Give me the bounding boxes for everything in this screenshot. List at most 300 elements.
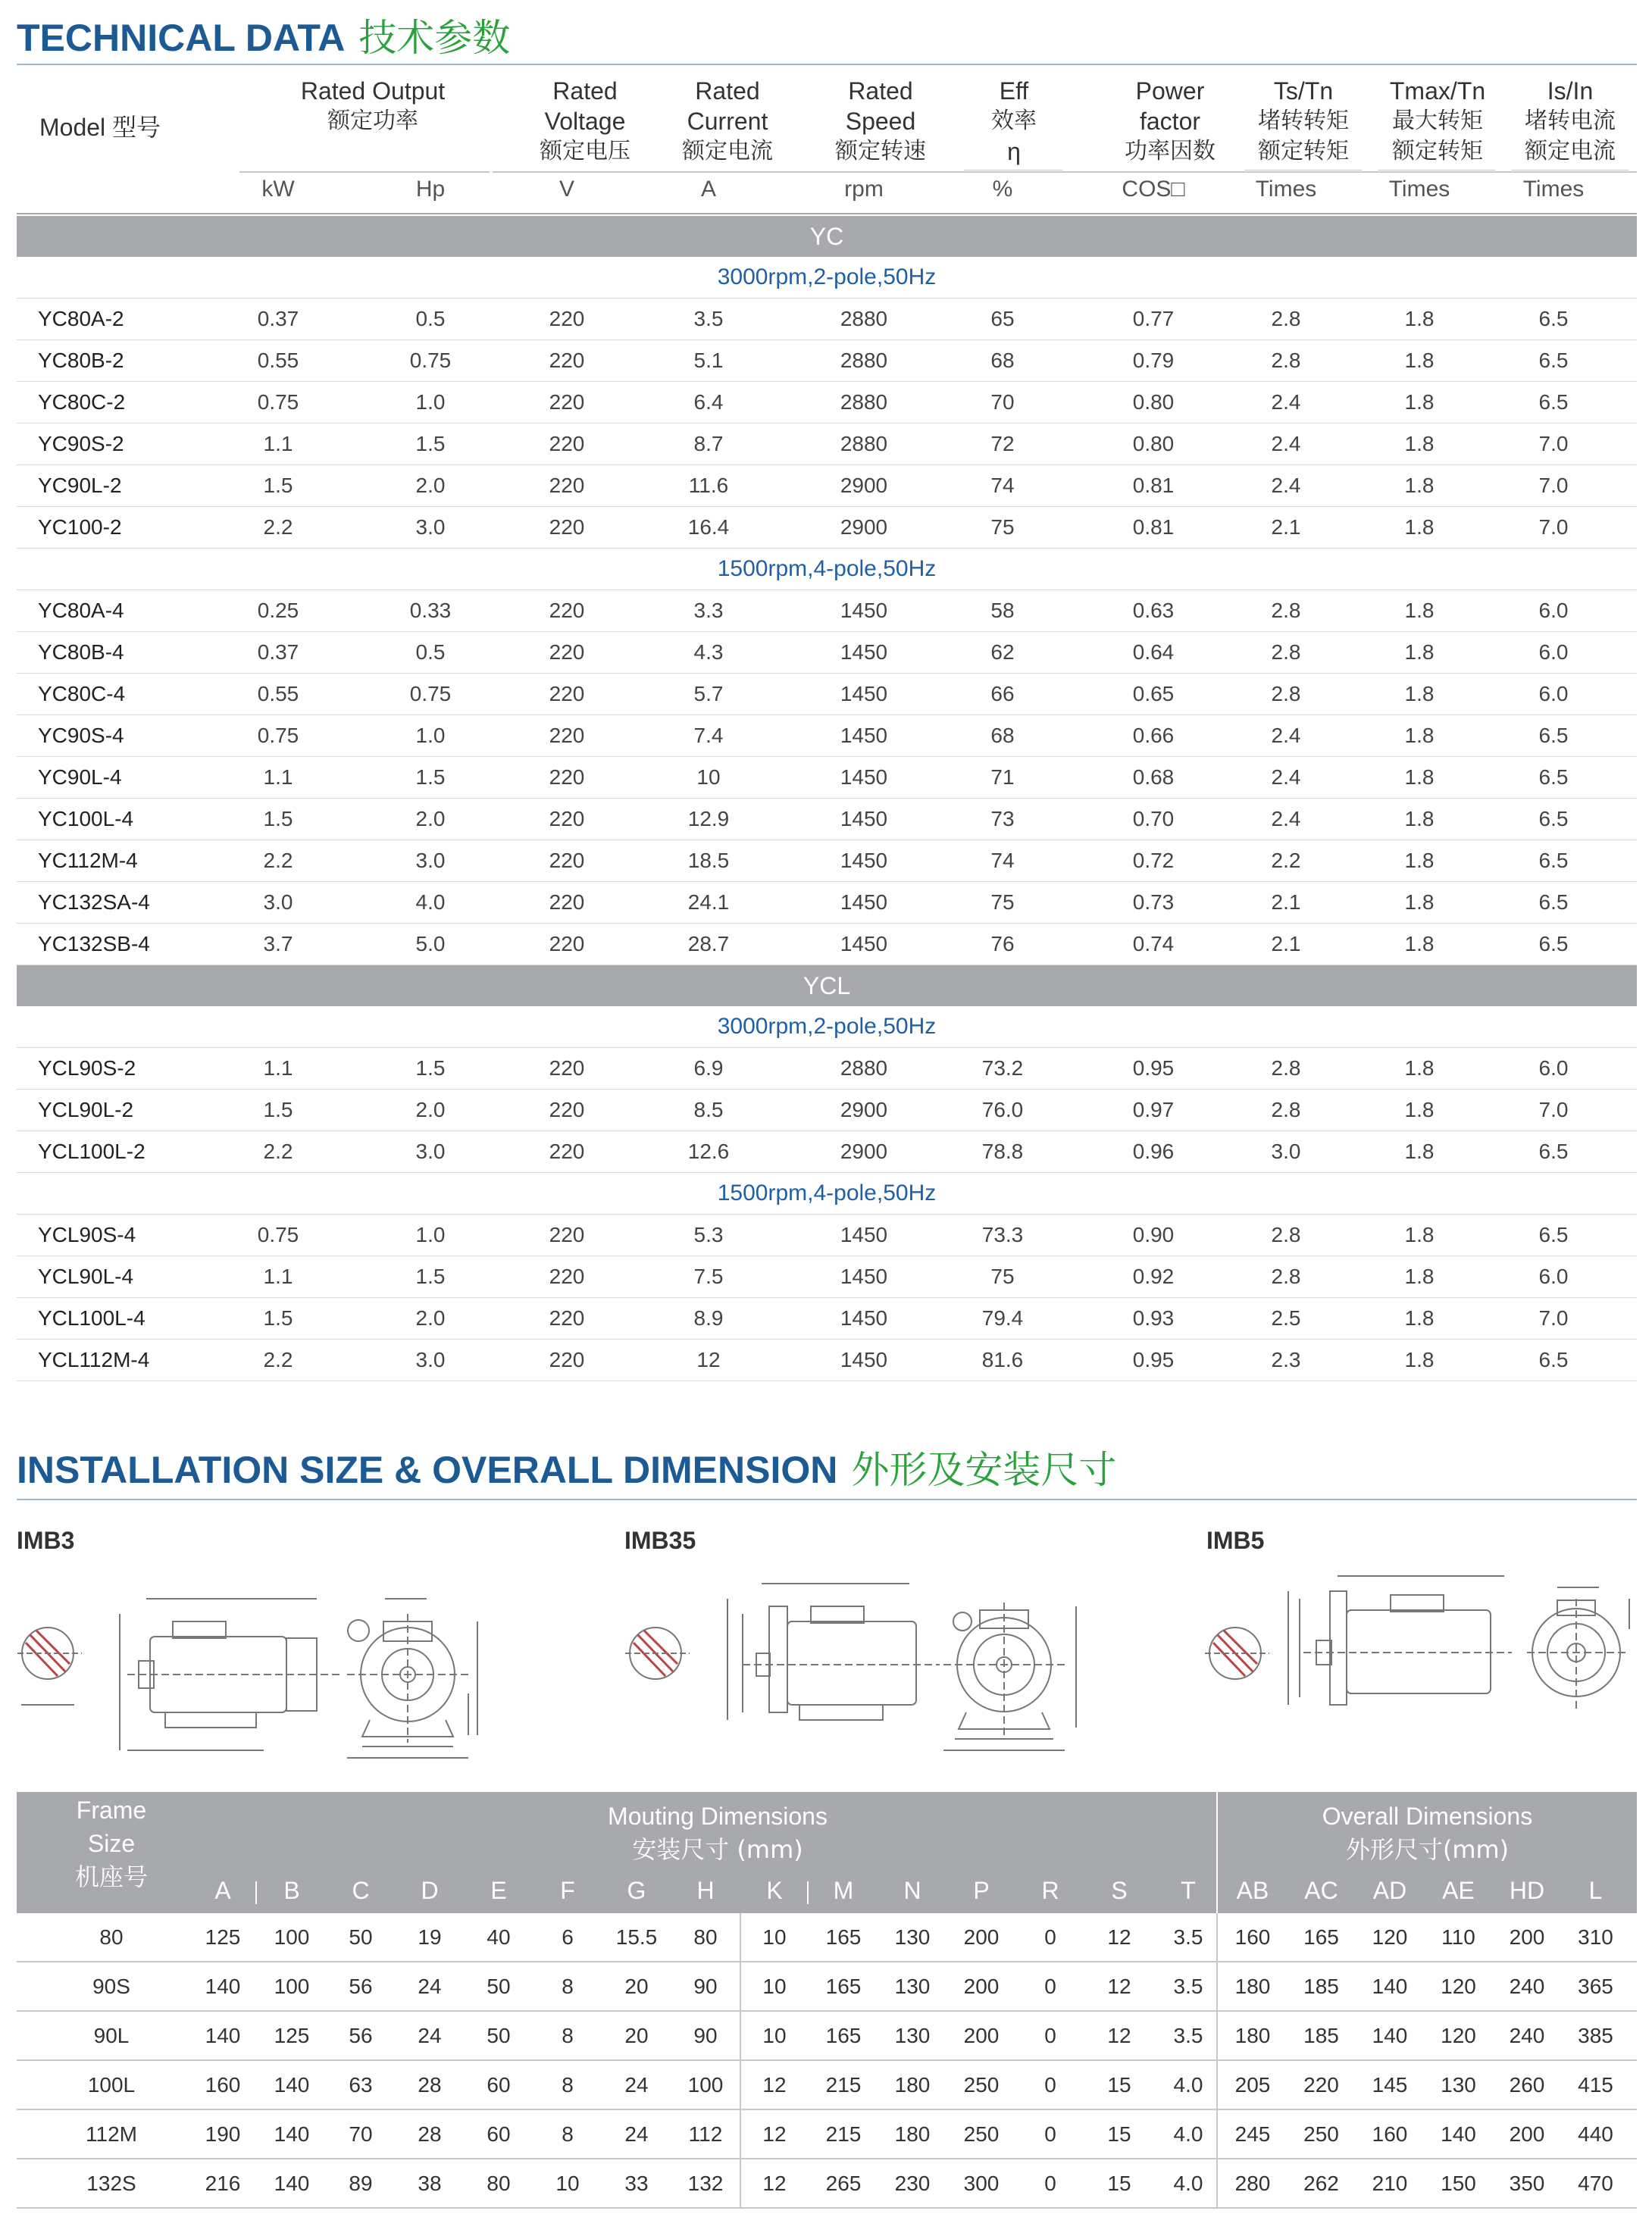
dimension-cell: 56 — [349, 1975, 373, 1998]
dimension-cell: 8 — [562, 1975, 574, 1998]
value-cell: 1450 — [840, 807, 888, 830]
model-cell: YCL100L-4 — [38, 1306, 145, 1330]
dimension-cell: 0 — [1044, 2172, 1056, 2195]
value-cell: 0.68 — [1132, 765, 1175, 789]
value-cell: 0.74 — [1132, 932, 1175, 955]
dimension-cell: 385 — [1578, 2024, 1613, 2047]
value-cell: 7.0 — [1538, 474, 1569, 497]
value-cell: 75 — [990, 1265, 1015, 1288]
value-cell: 1.1 — [263, 765, 293, 789]
dimension-cell: 80 — [693, 1925, 718, 1949]
dimension-cell: 210 — [1372, 2172, 1408, 2195]
dimension-cell: 265 — [825, 2172, 862, 2195]
dimension-cell: 90 — [693, 2024, 718, 2047]
value-cell: 220 — [549, 1306, 585, 1330]
value-cell: 1.1 — [263, 432, 293, 455]
dimension-cell: 3.5 — [1173, 2024, 1203, 2047]
dimension-cell: 0 — [1044, 2024, 1056, 2047]
column-divider — [1216, 1913, 1218, 2209]
value-cell: 2.4 — [1271, 474, 1301, 497]
model-cell: YC80B-4 — [38, 640, 124, 664]
value-cell: 0.92 — [1132, 1265, 1175, 1288]
value-cell: 7.0 — [1538, 1098, 1569, 1121]
value-cell: 220 — [549, 932, 585, 955]
value-cell: 0.63 — [1132, 599, 1175, 622]
value-cell: 6.0 — [1538, 682, 1569, 705]
value-cell: 0.75 — [257, 724, 299, 747]
value-cell: 2.1 — [1271, 890, 1301, 914]
frame-size-cell: 90L — [93, 2024, 130, 2047]
value-cell: 7.4 — [693, 724, 724, 747]
value-cell: 0.37 — [257, 640, 299, 664]
dimension-cell: 310 — [1578, 1925, 1613, 1949]
value-cell: 0.5 — [415, 307, 446, 330]
value-cell: 2.8 — [1271, 1223, 1301, 1246]
value-cell: 1.8 — [1404, 724, 1435, 747]
value-cell: 1.8 — [1404, 349, 1435, 372]
header-tick-divider — [255, 1881, 257, 1904]
dimension-cell: 160 — [205, 2073, 241, 2097]
dimension-cell: 280 — [1234, 2172, 1271, 2195]
install-title-rule — [17, 1499, 1637, 1500]
dimension-cell: 10 — [555, 2172, 580, 2195]
header-frame-size: Frame Size 机座号 — [74, 1797, 148, 1891]
dimension-cell: 60 — [487, 2073, 511, 2097]
dimension-cell: 180 — [1234, 1975, 1271, 1998]
value-cell: 2.8 — [1271, 599, 1301, 622]
value-cell: 7.5 — [693, 1265, 724, 1288]
value-cell: 0.95 — [1132, 1056, 1175, 1080]
unit-label: Hp — [415, 177, 446, 202]
dimension-cell: 240 — [1509, 2024, 1545, 2047]
table-row — [17, 799, 1637, 840]
table-row — [17, 924, 1637, 965]
dimension-cell: 0 — [1044, 2122, 1056, 2146]
value-cell: 1.5 — [263, 1098, 293, 1121]
header-current: Rated Current 额定电流 — [682, 77, 773, 164]
value-cell: 2.4 — [1271, 390, 1301, 414]
header-underline-output — [239, 171, 490, 173]
value-cell: 0.55 — [257, 682, 299, 705]
value-cell: 2.0 — [415, 807, 446, 830]
model-cell: YC80A-4 — [38, 599, 124, 622]
value-cell: 1.8 — [1404, 474, 1435, 497]
header-tmax-tn: Tmax/Tn 最大转矩 额定转矩 — [1389, 77, 1486, 164]
value-cell: 6.5 — [1538, 390, 1569, 414]
dimension-cell: 15 — [1107, 2172, 1131, 2195]
value-cell: 7.0 — [1538, 515, 1569, 539]
dimension-cell: 12 — [762, 2122, 787, 2146]
value-cell: 7.0 — [1538, 1306, 1569, 1330]
dimension-cell: 140 — [205, 2024, 241, 2047]
value-cell: 0.65 — [1132, 682, 1175, 705]
value-cell: 74 — [990, 474, 1015, 497]
column-letter: R — [1041, 1877, 1059, 1904]
value-cell: 2880 — [840, 432, 888, 455]
dimension-cell: 140 — [1441, 2122, 1476, 2146]
dimension-cell: 4.0 — [1173, 2073, 1203, 2097]
value-cell: 2900 — [840, 515, 888, 539]
value-cell: 2880 — [840, 349, 888, 372]
value-cell: 0.80 — [1132, 390, 1175, 414]
value-cell: 3.0 — [415, 849, 446, 872]
value-cell: 2880 — [840, 1056, 888, 1080]
dimension-cell: 63 — [349, 2073, 373, 2097]
value-cell: 3.5 — [693, 307, 724, 330]
value-cell: 2.2 — [263, 849, 293, 872]
model-cell: YC112M-4 — [38, 849, 138, 872]
value-cell: 6.5 — [1538, 1223, 1569, 1246]
dimension-table-header — [17, 1792, 1637, 1913]
value-cell: 0.73 — [1132, 890, 1175, 914]
dimension-cell: 180 — [894, 2122, 931, 2146]
dimension-cell: 350 — [1509, 2172, 1545, 2195]
value-cell: 6.0 — [1538, 599, 1569, 622]
value-cell: 220 — [549, 515, 585, 539]
column-letter: C — [352, 1877, 370, 1904]
dimension-cell: 130 — [894, 1925, 931, 1949]
dimension-cell: 130 — [1441, 2073, 1476, 2097]
column-letter: A — [214, 1877, 231, 1904]
value-cell: 1.8 — [1404, 1140, 1435, 1163]
unit-label: rpm — [844, 177, 884, 202]
value-cell: 1.8 — [1404, 515, 1435, 539]
value-cell: 220 — [549, 1140, 585, 1163]
value-cell: 6.5 — [1538, 349, 1569, 372]
model-cell: YC90L-2 — [38, 474, 122, 497]
model-cell: YC132SB-4 — [38, 932, 150, 955]
header-output: Rated Output 额定功率 — [300, 77, 446, 134]
value-cell: 2.2 — [263, 1348, 293, 1371]
dimension-cell: 220 — [1303, 2073, 1339, 2097]
value-cell: 1.8 — [1404, 390, 1435, 414]
value-cell: 1.8 — [1404, 307, 1435, 330]
header-tick-divider — [807, 1881, 809, 1904]
unit-label: Times — [1522, 177, 1585, 202]
model-cell: YC90S-4 — [38, 724, 124, 747]
value-cell: 220 — [549, 849, 585, 872]
dimension-cell: 12 — [1107, 1925, 1131, 1949]
unit-label: % — [992, 177, 1013, 202]
value-cell: 1450 — [840, 724, 888, 747]
header-overall: Overall Dimensions 外形尺寸(mm) — [1322, 1803, 1533, 1864]
model-cell: YC80B-2 — [38, 349, 124, 372]
column-letter: HD — [1509, 1877, 1545, 1904]
value-cell: 6.9 — [693, 1056, 724, 1080]
dimension-cell: 470 — [1578, 2172, 1613, 2195]
value-cell: 3.0 — [1271, 1140, 1301, 1163]
value-cell: 1450 — [840, 599, 888, 622]
dimension-table-body — [17, 1913, 1637, 2209]
speed-subheader: 3000rpm,2-pole,50Hz — [17, 257, 1637, 299]
value-cell: 6.5 — [1538, 932, 1569, 955]
value-cell: 220 — [549, 765, 585, 789]
value-cell: 3.0 — [263, 890, 293, 914]
dimension-cell: 10 — [762, 1925, 787, 1949]
model-cell: YC100L-4 — [38, 807, 134, 830]
unit-label: A — [700, 177, 716, 202]
frame-size-cell: 100L — [87, 2073, 136, 2097]
value-cell: 12.9 — [687, 807, 730, 830]
value-cell: 2.8 — [1271, 1056, 1301, 1080]
dimension-cell: 185 — [1303, 2024, 1339, 2047]
value-cell: 6.5 — [1538, 724, 1569, 747]
dimension-cell: 50 — [487, 2024, 511, 2047]
value-cell: 2.8 — [1271, 307, 1301, 330]
dimension-cell: 145 — [1372, 2073, 1408, 2097]
value-cell: 78.8 — [981, 1140, 1024, 1163]
dimension-cell: 20 — [624, 1975, 649, 1998]
dimension-cell: 8 — [562, 2073, 574, 2097]
install-title-en: INSTALLATION SIZE & OVERALL DIMENSION — [17, 1449, 838, 1491]
value-cell: 2.1 — [1271, 932, 1301, 955]
model-cell: YC80C-2 — [38, 390, 126, 414]
value-cell: 71 — [990, 765, 1015, 789]
model-cell: YCL90S-4 — [38, 1223, 136, 1246]
value-cell: 11.6 — [688, 474, 729, 497]
value-cell: 16.4 — [687, 515, 730, 539]
header-bottom-rule — [17, 213, 1637, 214]
value-cell: 1.5 — [415, 432, 446, 455]
dimension-cell: 89 — [349, 2172, 373, 2195]
column-letter: S — [1111, 1877, 1128, 1904]
column-letter: AD — [1372, 1877, 1407, 1904]
value-cell: 1.8 — [1404, 640, 1435, 664]
dimension-cell: 415 — [1578, 2073, 1613, 2097]
value-cell: 1450 — [840, 932, 888, 955]
value-cell: 0.37 — [257, 307, 299, 330]
dimension-cell: 10 — [762, 2024, 787, 2047]
dimension-cell: 125 — [205, 1925, 241, 1949]
speed-subheader: 1500rpm,4-pole,50Hz — [17, 1173, 1637, 1215]
value-cell: 220 — [549, 807, 585, 830]
dimension-cell: 24 — [624, 2073, 649, 2097]
value-cell: 220 — [549, 1348, 585, 1371]
dimension-cell: 205 — [1234, 2073, 1271, 2097]
value-cell: 2.4 — [1271, 724, 1301, 747]
value-cell: 76.0 — [981, 1098, 1024, 1121]
header-voltage: Rated Voltage 额定电压 — [540, 77, 630, 164]
dimension-cell: 120 — [1441, 1975, 1476, 1998]
model-cell: YC132SA-4 — [38, 890, 150, 914]
value-cell: 6.5 — [1538, 1348, 1569, 1371]
dimension-cell: 8 — [562, 2122, 574, 2146]
dimension-cell: 60 — [487, 2122, 511, 2146]
value-cell: 0.70 — [1132, 807, 1175, 830]
value-cell: 3.0 — [415, 1140, 446, 1163]
value-cell: 8.5 — [693, 1098, 724, 1121]
dimension-cell: 24 — [418, 1975, 442, 1998]
dimension-cell: 4.0 — [1173, 2172, 1203, 2195]
header-eff: Eff 效率 η — [991, 77, 1037, 165]
table-row — [17, 1090, 1637, 1131]
value-cell: 6.5 — [1538, 849, 1569, 872]
value-cell: 1.5 — [263, 1306, 293, 1330]
value-cell: 73.3 — [981, 1223, 1024, 1246]
dimension-cell: 215 — [825, 2073, 862, 2097]
table-row — [17, 465, 1637, 507]
dimension-cell: 250 — [1303, 2122, 1339, 2146]
value-cell: 220 — [549, 432, 585, 455]
value-cell: 2.8 — [1271, 1265, 1301, 1288]
value-cell: 1450 — [840, 640, 888, 664]
dimension-cell: 120 — [1441, 2024, 1476, 2047]
dimension-cell: 165 — [825, 1975, 862, 1998]
dimension-cell: 200 — [963, 1975, 1000, 1998]
dimension-cell: 100 — [274, 1925, 310, 1949]
value-cell: 3.0 — [415, 515, 446, 539]
table-row — [17, 590, 1637, 632]
value-cell: 220 — [549, 349, 585, 372]
dimension-cell: 15 — [1107, 2073, 1131, 2097]
value-cell: 3.0 — [415, 1348, 446, 1371]
value-cell: 58 — [990, 599, 1015, 622]
table-row — [17, 424, 1637, 465]
model-cell: YC90L-4 — [38, 765, 122, 789]
value-cell: 220 — [549, 890, 585, 914]
value-cell: 0.77 — [1132, 307, 1175, 330]
frame-size-cell: 132S — [86, 2172, 136, 2195]
column-letter: AB — [1236, 1877, 1269, 1904]
speed-subheader: 3000rpm,2-pole,50Hz — [17, 1006, 1637, 1048]
table-row — [17, 1298, 1637, 1340]
value-cell: 8.9 — [693, 1306, 724, 1330]
column-letter: G — [627, 1877, 646, 1904]
table-row — [17, 882, 1637, 924]
dimension-cell: 160 — [1372, 2122, 1408, 2146]
value-cell: 2.4 — [1271, 807, 1301, 830]
value-cell: 1.8 — [1404, 1306, 1435, 1330]
value-cell: 1450 — [840, 890, 888, 914]
dimension-cell: 80 — [487, 2172, 511, 2195]
value-cell: 0.93 — [1132, 1306, 1175, 1330]
value-cell: 220 — [549, 1223, 585, 1246]
dimension-cell: 19 — [418, 1925, 442, 1949]
dimension-cell: 185 — [1303, 1975, 1339, 1998]
value-cell: 220 — [549, 1265, 585, 1288]
header-speed: Rated Speed 额定转速 — [835, 77, 926, 164]
unit-label: V — [558, 177, 574, 202]
dimension-cell: 140 — [274, 2073, 310, 2097]
value-cell: 75 — [990, 890, 1015, 914]
tech-title-zh: 技术参数 — [358, 16, 511, 60]
header-model: Model 型号 — [39, 114, 161, 141]
dimension-cell: 180 — [1234, 2024, 1271, 2047]
value-cell: 0.97 — [1132, 1098, 1175, 1121]
value-cell: 1450 — [840, 1306, 888, 1330]
value-cell: 1.8 — [1404, 1223, 1435, 1246]
value-cell: 2880 — [840, 307, 888, 330]
value-cell: 12 — [696, 1348, 721, 1371]
header-divider — [1216, 1792, 1218, 1913]
value-cell: 0.90 — [1132, 1223, 1175, 1246]
value-cell: 2.2 — [1271, 849, 1301, 872]
value-cell: 0.64 — [1132, 640, 1175, 664]
table-row — [17, 757, 1637, 799]
value-cell: 81.6 — [981, 1348, 1024, 1371]
table-row — [17, 840, 1637, 882]
value-cell: 68 — [990, 724, 1015, 747]
install-section-title — [17, 1440, 1116, 1494]
value-cell: 5.0 — [415, 932, 446, 955]
value-cell: 2880 — [840, 390, 888, 414]
model-cell: YC80A-2 — [38, 307, 124, 330]
value-cell: 76 — [990, 932, 1015, 955]
dimension-cell: 245 — [1234, 2122, 1271, 2146]
dimension-cell: 240 — [1509, 1975, 1545, 1998]
value-cell: 4.3 — [693, 640, 724, 664]
column-letter: F — [560, 1877, 575, 1904]
value-cell: 2900 — [840, 474, 888, 497]
column-letter: K — [766, 1877, 783, 1904]
dimension-cell: 0 — [1044, 1975, 1056, 1998]
value-cell: 1.8 — [1404, 1348, 1435, 1371]
value-cell: 5.7 — [693, 682, 724, 705]
table-row — [17, 632, 1637, 674]
value-cell: 1.0 — [415, 390, 446, 414]
value-cell: 0.25 — [257, 599, 299, 622]
dimension-cell: 15.5 — [615, 1925, 658, 1949]
dimension-cell: 50 — [487, 1975, 511, 1998]
column-letter: AE — [1442, 1877, 1475, 1904]
tech-table-body — [17, 216, 1637, 1381]
value-cell: 6.5 — [1538, 807, 1569, 830]
dimension-cell: 28 — [418, 2122, 442, 2146]
dimension-cell: 56 — [349, 2024, 373, 2047]
column-letter: H — [696, 1877, 715, 1904]
value-cell: 220 — [549, 599, 585, 622]
column-letter: T — [1181, 1877, 1196, 1904]
header-mounting: Mouting Dimensions 安装尺寸 (mm) — [608, 1803, 828, 1864]
model-cell: YC100-2 — [38, 515, 122, 539]
unit-label: Times — [1255, 177, 1317, 202]
dimension-cell: 230 — [894, 2172, 931, 2195]
unit-label: kW — [261, 177, 295, 202]
tech-table-header — [17, 76, 1637, 216]
dimension-cell: 215 — [825, 2122, 862, 2146]
table-row — [17, 299, 1637, 340]
value-cell: 0.66 — [1132, 724, 1175, 747]
value-cell: 220 — [549, 724, 585, 747]
dimension-cell: 0 — [1044, 2073, 1056, 2097]
dimension-cell: 120 — [1372, 1925, 1408, 1949]
value-cell: 2.0 — [415, 1306, 446, 1330]
series-header: YC — [17, 216, 1637, 257]
dimension-cell: 140 — [1372, 2024, 1408, 2047]
value-cell: 73.2 — [981, 1056, 1024, 1080]
dimension-cell: 20 — [624, 2024, 649, 2047]
value-cell: 1450 — [840, 1223, 888, 1246]
dimension-cell: 24 — [624, 2122, 649, 2146]
value-cell: 6.0 — [1538, 1056, 1569, 1080]
dimension-cell: 12 — [1107, 1975, 1131, 1998]
column-letter: AC — [1304, 1877, 1338, 1904]
value-cell: 2.4 — [1271, 765, 1301, 789]
value-cell: 1.5 — [263, 807, 293, 830]
header-is-in: Is/In 堵转电流 额定电流 — [1525, 77, 1616, 164]
value-cell: 1.8 — [1404, 890, 1435, 914]
series-header: YCL — [17, 965, 1637, 1006]
unit-label: COS□ — [1122, 177, 1185, 202]
value-cell: 0.75 — [409, 682, 452, 705]
header-ts-tn: Ts/Tn 堵转转矩 额定转矩 — [1258, 77, 1349, 164]
table-row — [17, 1131, 1637, 1173]
dimension-cell: 33 — [624, 2172, 649, 2195]
value-cell: 2.8 — [1271, 1098, 1301, 1121]
value-cell: 1.5 — [415, 1056, 446, 1080]
value-cell: 6.4 — [693, 390, 724, 414]
table-row — [17, 2061, 1637, 2110]
